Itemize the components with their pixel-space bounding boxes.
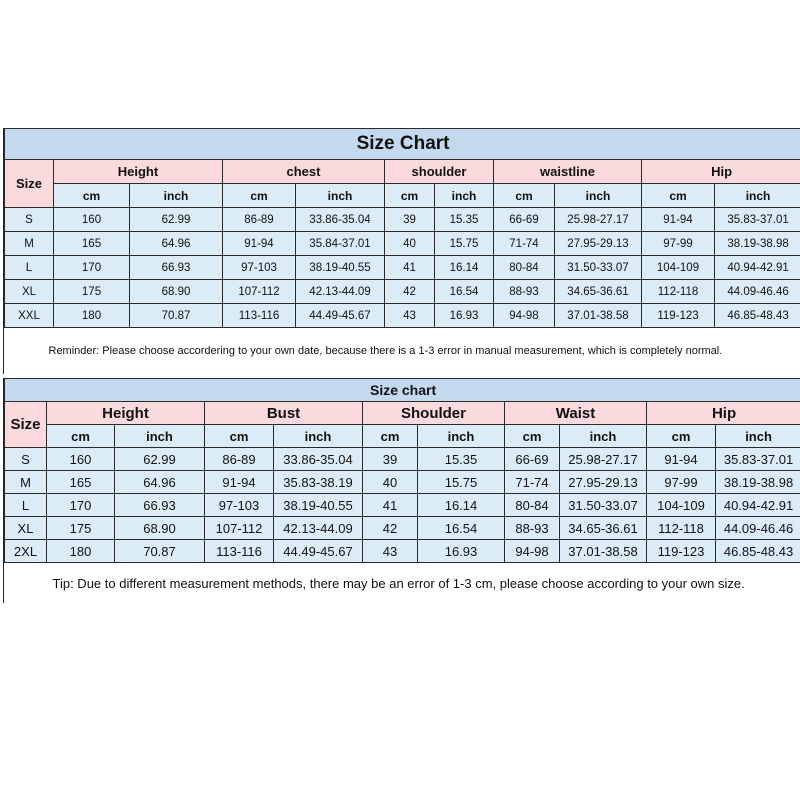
measurement-cell: 39 bbox=[385, 208, 435, 232]
measurement-cell: 42.13-44.09 bbox=[296, 280, 385, 304]
measurement-cell: 104-109 bbox=[647, 494, 716, 517]
measurement-cell: 66-69 bbox=[494, 208, 555, 232]
measurement-cell: 175 bbox=[47, 517, 115, 540]
chart-title: Size Chart bbox=[5, 129, 800, 160]
measurement-cell: 44.09-46.46 bbox=[716, 517, 800, 540]
unit-header-inch: inch bbox=[555, 184, 642, 208]
measurement-cell: 44.49-45.67 bbox=[296, 304, 385, 328]
size-cell: L bbox=[5, 494, 47, 517]
measurement-cell: 68.90 bbox=[115, 517, 205, 540]
measurement-cell: 42 bbox=[385, 280, 435, 304]
measurement-cell: 71-74 bbox=[505, 471, 560, 494]
measurement-cell: 170 bbox=[47, 494, 115, 517]
measurement-cell: 43 bbox=[363, 540, 418, 563]
measurement-cell: 62.99 bbox=[115, 448, 205, 471]
measurement-cell: 37.01-38.58 bbox=[555, 304, 642, 328]
group-header-hip: Hip bbox=[642, 160, 800, 184]
unit-header-inch: inch bbox=[560, 425, 647, 448]
unit-header-cm: cm bbox=[54, 184, 130, 208]
measurement-cell: 86-89 bbox=[223, 208, 296, 232]
measurement-cell: 64.96 bbox=[130, 232, 223, 256]
measurement-cell: 165 bbox=[47, 471, 115, 494]
measurement-cell: 35.83-37.01 bbox=[716, 448, 800, 471]
unit-header-cm: cm bbox=[205, 425, 274, 448]
measurement-cell: 15.75 bbox=[435, 232, 494, 256]
size-cell: XL bbox=[5, 517, 47, 540]
size-table-2 bbox=[4, 378, 800, 603]
measurement-cell: 97-99 bbox=[642, 232, 715, 256]
measurement-cell: 38.19-38.98 bbox=[715, 232, 800, 256]
group-header-bust: Bust bbox=[205, 402, 363, 425]
unit-header-inch: inch bbox=[418, 425, 505, 448]
measurement-cell: 16.54 bbox=[418, 517, 505, 540]
unit-header-inch: inch bbox=[715, 184, 800, 208]
table-row bbox=[5, 471, 800, 494]
table-row bbox=[5, 232, 800, 256]
measurement-cell: 16.93 bbox=[418, 540, 505, 563]
measurement-cell: 180 bbox=[47, 540, 115, 563]
group-header-shoulder: shoulder bbox=[385, 160, 494, 184]
unit-header-inch: inch bbox=[115, 425, 205, 448]
table-row bbox=[5, 208, 800, 232]
size-cell: S bbox=[5, 448, 47, 471]
chart-title: Size chart bbox=[5, 379, 800, 402]
unit-header-cm: cm bbox=[385, 184, 435, 208]
table-body bbox=[5, 208, 800, 328]
measurement-cell: 40 bbox=[385, 232, 435, 256]
table-row bbox=[5, 280, 800, 304]
group-header-waistline: waistline bbox=[494, 160, 642, 184]
size-cell: M bbox=[5, 232, 54, 256]
measurement-cell: 44.09-46.46 bbox=[715, 280, 800, 304]
measurement-cell: 165 bbox=[54, 232, 130, 256]
unit-header-cm: cm bbox=[505, 425, 560, 448]
measurement-cell: 35.84-37.01 bbox=[296, 232, 385, 256]
measurement-cell: 94-98 bbox=[505, 540, 560, 563]
measurement-cell: 107-112 bbox=[205, 517, 274, 540]
table-row bbox=[5, 256, 800, 280]
measurement-cell: 113-116 bbox=[205, 540, 274, 563]
unit-header-inch: inch bbox=[130, 184, 223, 208]
size-cell: XXL bbox=[5, 304, 54, 328]
group-header-hip: Hip bbox=[647, 402, 800, 425]
table-body bbox=[5, 448, 800, 563]
measurement-cell: 107-112 bbox=[223, 280, 296, 304]
group-header-height: Height bbox=[54, 160, 223, 184]
measurement-cell: 91-94 bbox=[223, 232, 296, 256]
measurement-cell: 40.94-42.91 bbox=[716, 494, 800, 517]
table-row bbox=[5, 304, 800, 328]
measurement-cell: 66-69 bbox=[505, 448, 560, 471]
measurement-cell: 40 bbox=[363, 471, 418, 494]
measurement-cell: 91-94 bbox=[205, 471, 274, 494]
size-cell: L bbox=[5, 256, 54, 280]
measurement-cell: 16.93 bbox=[435, 304, 494, 328]
measurement-cell: 38.19-40.55 bbox=[296, 256, 385, 280]
measurement-cell: 44.49-45.67 bbox=[274, 540, 363, 563]
size-cell: XL bbox=[5, 280, 54, 304]
reminder-note: Reminder: Please choose accordering to your own date, because there is a 1-3 error in manual measurement, which is completely normal. bbox=[5, 328, 800, 375]
measurement-cell: 15.35 bbox=[418, 448, 505, 471]
measurement-cell: 66.93 bbox=[130, 256, 223, 280]
group-header-chest: chest bbox=[223, 160, 385, 184]
measurement-cell: 33.86-35.04 bbox=[296, 208, 385, 232]
size-table-1 bbox=[4, 128, 800, 374]
measurement-cell: 64.96 bbox=[115, 471, 205, 494]
measurement-cell: 70.87 bbox=[130, 304, 223, 328]
measurement-cell: 86-89 bbox=[205, 448, 274, 471]
measurement-cell: 160 bbox=[47, 448, 115, 471]
measurement-cell: 88-93 bbox=[505, 517, 560, 540]
table-row bbox=[5, 517, 800, 540]
unit-header-cm: cm bbox=[647, 425, 716, 448]
table-row bbox=[5, 448, 800, 471]
measurement-cell: 88-93 bbox=[494, 280, 555, 304]
measurement-cell: 66.93 bbox=[115, 494, 205, 517]
measurement-cell: 31.50-33.07 bbox=[560, 494, 647, 517]
measurement-cell: 80-84 bbox=[494, 256, 555, 280]
measurement-cell: 25.98-27.17 bbox=[560, 448, 647, 471]
measurement-cell: 175 bbox=[54, 280, 130, 304]
measurement-cell: 70.87 bbox=[115, 540, 205, 563]
measurement-cell: 16.14 bbox=[418, 494, 505, 517]
table-row bbox=[5, 494, 800, 517]
measurement-cell: 41 bbox=[363, 494, 418, 517]
unit-header-cm: cm bbox=[494, 184, 555, 208]
measurement-cell: 34.65-36.61 bbox=[555, 280, 642, 304]
unit-header-inch: inch bbox=[435, 184, 494, 208]
measurement-cell: 27.95-29.13 bbox=[560, 471, 647, 494]
measurement-cell: 42 bbox=[363, 517, 418, 540]
measurement-cell: 62.99 bbox=[130, 208, 223, 232]
size-chart-2 bbox=[3, 378, 800, 603]
measurement-cell: 97-103 bbox=[205, 494, 274, 517]
measurement-cell: 16.54 bbox=[435, 280, 494, 304]
measurement-cell: 35.83-37.01 bbox=[715, 208, 800, 232]
measurement-cell: 15.35 bbox=[435, 208, 494, 232]
measurement-cell: 25.98-27.17 bbox=[555, 208, 642, 232]
measurement-cell: 46.85-48.43 bbox=[716, 540, 800, 563]
table-row bbox=[5, 540, 800, 563]
size-column-header: Size bbox=[5, 402, 47, 448]
size-cell: 2XL bbox=[5, 540, 47, 563]
measurement-cell: 91-94 bbox=[647, 448, 716, 471]
measurement-cell: 42.13-44.09 bbox=[274, 517, 363, 540]
measurement-cell: 91-94 bbox=[642, 208, 715, 232]
measurement-cell: 40.94-42.91 bbox=[715, 256, 800, 280]
unit-header-inch: inch bbox=[274, 425, 363, 448]
measurement-cell: 112-118 bbox=[647, 517, 716, 540]
size-cell: M bbox=[5, 471, 47, 494]
group-header-shoulder: Shoulder bbox=[363, 402, 505, 425]
measurement-cell: 94-98 bbox=[494, 304, 555, 328]
measurement-cell: 119-123 bbox=[642, 304, 715, 328]
group-header-height: Height bbox=[47, 402, 205, 425]
group-header-waist: Waist bbox=[505, 402, 647, 425]
measurement-cell: 97-103 bbox=[223, 256, 296, 280]
measurement-cell: 119-123 bbox=[647, 540, 716, 563]
measurement-cell: 97-99 bbox=[647, 471, 716, 494]
measurement-cell: 104-109 bbox=[642, 256, 715, 280]
size-chart-1 bbox=[3, 128, 800, 374]
measurement-cell: 41 bbox=[385, 256, 435, 280]
size-column-header: Size bbox=[5, 160, 54, 208]
unit-header-cm: cm bbox=[642, 184, 715, 208]
measurement-cell: 68.90 bbox=[130, 280, 223, 304]
measurement-cell: 46.85-48.43 bbox=[715, 304, 800, 328]
measurement-cell: 160 bbox=[54, 208, 130, 232]
measurement-cell: 31.50-33.07 bbox=[555, 256, 642, 280]
measurement-cell: 16.14 bbox=[435, 256, 494, 280]
measurement-cell: 15.75 bbox=[418, 471, 505, 494]
unit-header-cm: cm bbox=[223, 184, 296, 208]
measurement-cell: 33.86-35.04 bbox=[274, 448, 363, 471]
measurement-cell: 80-84 bbox=[505, 494, 560, 517]
unit-header-cm: cm bbox=[363, 425, 418, 448]
measurement-cell: 37.01-38.58 bbox=[560, 540, 647, 563]
measurement-cell: 38.19-38.98 bbox=[716, 471, 800, 494]
unit-header-inch: inch bbox=[716, 425, 800, 448]
measurement-cell: 34.65-36.61 bbox=[560, 517, 647, 540]
measurement-cell: 71-74 bbox=[494, 232, 555, 256]
unit-header-cm: cm bbox=[47, 425, 115, 448]
measurement-cell: 43 bbox=[385, 304, 435, 328]
size-cell: S bbox=[5, 208, 54, 232]
measurement-cell: 112-118 bbox=[642, 280, 715, 304]
measurement-cell: 113-116 bbox=[223, 304, 296, 328]
measurement-cell: 35.83-38.19 bbox=[274, 471, 363, 494]
tip-note: Tip: Due to different measurement methods, there may be an error of 1-3 cm, please choose according to your own size. bbox=[5, 563, 800, 604]
measurement-cell: 39 bbox=[363, 448, 418, 471]
measurement-cell: 27.95-29.13 bbox=[555, 232, 642, 256]
measurement-cell: 170 bbox=[54, 256, 130, 280]
measurement-cell: 38.19-40.55 bbox=[274, 494, 363, 517]
unit-header-inch: inch bbox=[296, 184, 385, 208]
measurement-cell: 180 bbox=[54, 304, 130, 328]
